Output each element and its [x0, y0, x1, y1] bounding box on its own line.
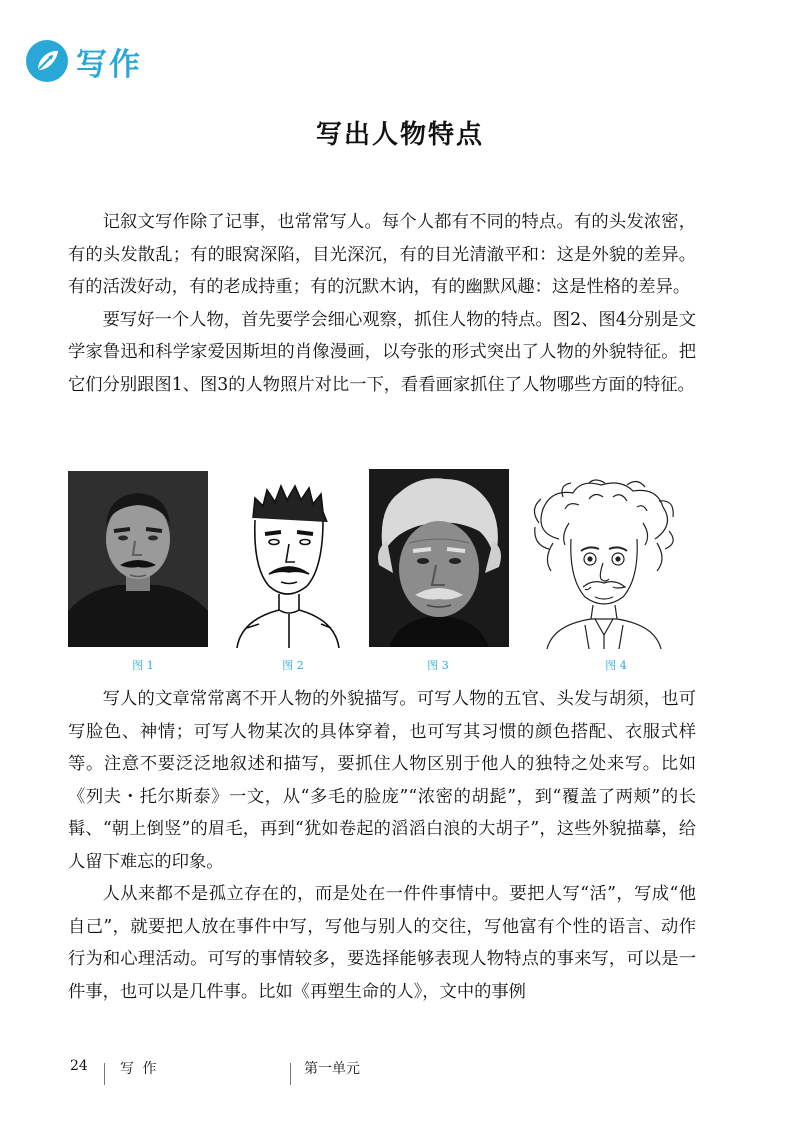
- figure-1-photo: [68, 471, 208, 647]
- body-text-top: [68, 206, 696, 401]
- figure-caption: 图 2: [282, 659, 304, 672]
- page-title: 写出人物特点: [315, 120, 484, 150]
- section-title: 写作: [76, 46, 142, 83]
- figure-3-photo: [369, 469, 509, 647]
- figure-caption: 图 4: [605, 659, 627, 672]
- pen-nib-circle-icon: [24, 38, 70, 84]
- paragraph: 人从来都不是孤立存在的，而是处在一件件事情中。要把人写“活”，写成“他自己”，就要把人放在事件中写，写他与别人的交往，写他富有个性的语言、动作行为和心理活动。可写的事情较多，要选择能够表现人物特点的事来写，可以是一件事，也可以是几件事。比如《再塑生命的人》，文中的事例: [68, 884, 696, 1002]
- footer-section: 写 作: [120, 1061, 159, 1077]
- footer-divider: [104, 1063, 105, 1085]
- footer-unit: 第一单元: [304, 1061, 360, 1077]
- paragraph: 记叙文写作除了记事，也常常写人。每个人都有不同的特点。有的头发浓密，有的头发散乱；有的眼窝深陷，目光深沉，有的目光清澈平和：这是外貌的差异。有的活泼好动，有的老成持重；有的沉默木讷，有的幽默风趣：这是性格的差异。: [68, 212, 696, 297]
- paragraph: 要写好一个人物，首先要学会细心观察，抓住人物的特点。图2、图4分别是文学家鲁迅和科学家爱因斯坦的肖像漫画，以夸张的形式突出了人物的外貌特征。把它们分别跟图1、图3的人物照片对比一下，看看画家抓住了人物哪些方面的特征。: [68, 309, 696, 395]
- section-header: [24, 38, 142, 84]
- figure-caption: 图 1: [132, 659, 154, 672]
- paragraph: 写人的文章常常离不开人物的外貌描写。可写人物的五官、头发与胡须，也可写脸色、神情；可写人物某次的具体穿着，也可写其习惯的颜色搭配、衣服式样等。注意不要泛泛地叙述和描写，要抓住人物区别于他人的独特之处来写。比如《列夫・托尔斯泰》一文，从“多毛的脸庞”“浓密的胡髭”，到“覆盖了两颊”的长髯、“朝上倒竖”的眉毛，再到“犹如卷起的滔滔白浪的大胡子”，这些外貌描摹，给人留下难忘的印象。: [68, 689, 696, 872]
- page-number: 24: [70, 1058, 88, 1074]
- footer-divider: [290, 1063, 291, 1085]
- figure-caption: 图 3: [427, 659, 449, 672]
- figure-2-caricature: [225, 478, 351, 648]
- figure-4-caricature: [529, 479, 679, 649]
- body-text-bottom: [68, 683, 696, 1008]
